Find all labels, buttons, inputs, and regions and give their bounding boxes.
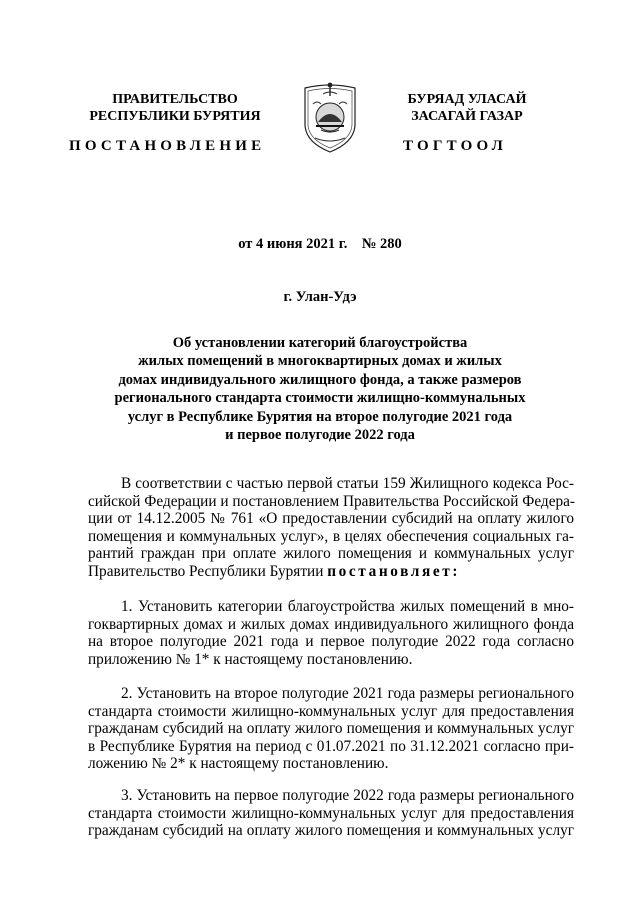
text-line: помещения и коммунальных услуг», в целях обеспечения социальных га- (88, 527, 574, 545)
text-line: гражданам субсидий на оплату жилого помещения и коммунальных услуг (88, 720, 574, 738)
preamble-paragraph (88, 475, 574, 581)
header-left-authority (60, 91, 290, 125)
text-line: ции от 14.12.2005 № 761 «О предоставлении субсидий на оплату жилого (88, 510, 574, 528)
header-right-authority (362, 91, 572, 125)
text-line: 3. Установить на первое полугодие 2022 года размеры регионального (121, 787, 574, 804)
title-line: домах индивидуального жилищного фонда, а также размеров (118, 371, 522, 388)
text-line: ложению № 2* к настоящему постановлению. (88, 755, 389, 773)
text-line: на второе полугодие 2021 года и первое полугодие 2022 года согласно (88, 633, 574, 651)
title-line: Об установлении категорий благоустройства (172, 335, 468, 351)
decree-city: г. Улан-Удэ (283, 289, 357, 305)
text-line: В соответствии с частью первой статьи 159 Жилищного кодекса Рос- (121, 475, 574, 492)
header-left-line1: ПРАВИТЕЛЬСТВО (112, 92, 238, 107)
item-3-paragraph (88, 787, 574, 840)
decree-type-buryat: ТОГТООЛ (403, 138, 507, 154)
text-line: сийской Федерации и постановлением Правительства Российской Федера- (88, 492, 576, 510)
item-1-paragraph (88, 598, 574, 668)
resolution-prefix: Правительство Республики Бурятии (88, 562, 328, 580)
title-line: услуг в Республике Бурятия на второе полугодие 2021 года (127, 408, 513, 425)
text-line: в Республике Бурятия на период с 01.07.2021 по 31.12.2021 согласно при- (88, 737, 574, 755)
resolves-word: постановляет: (327, 562, 461, 580)
text-line: приложению № 1* к настоящему постановлению. (88, 650, 413, 668)
coat-of-arms-icon (301, 80, 359, 154)
item-2-paragraph (88, 685, 574, 773)
text-line: гоквартирных домах и жилых домах индивидуального жилищного фонда (88, 615, 574, 633)
header-right-line1: БУРЯАД УЛАСАЙ (407, 92, 527, 107)
text-line: стандарта стоимости жилищно-коммунальных услуг для предоставления (88, 804, 574, 822)
text-line: рантий граждан при оплате жилого помещения и коммунальных услуг (88, 545, 574, 563)
title-line: жилых помещений в многоквартирных домах и жилых (138, 353, 502, 370)
text-line: 2. Установить на второе полугодие 2021 года размеры регионального (121, 685, 574, 702)
text-line (88, 563, 574, 581)
header-left-line2: РЕСПУБЛИКИ БУРЯТИЯ (89, 109, 261, 124)
text-line: 1. Установить категории благоустройства жилых помещений в мно- (121, 598, 574, 615)
decree-title (0, 334, 640, 444)
title-line: и первое полугодие 2022 года (225, 427, 415, 444)
decree-type-russian: ПОСТАНОВЛЕНИЕ (69, 138, 266, 154)
title-line: регионального стандарта стоимости жилищно-коммунальных (114, 390, 526, 407)
text-line: стандарта стоимости жилищно-коммунальных услуг для предоставления (88, 702, 574, 720)
header-right-line2: ЗАСАГАЙ ГАЗАР (411, 109, 523, 124)
decree-date-number: от 4 июня 2021 г. № 280 (238, 236, 402, 252)
text-line: гражданам субсидий на оплату жилого помещения и коммунальных услуг (88, 822, 574, 840)
